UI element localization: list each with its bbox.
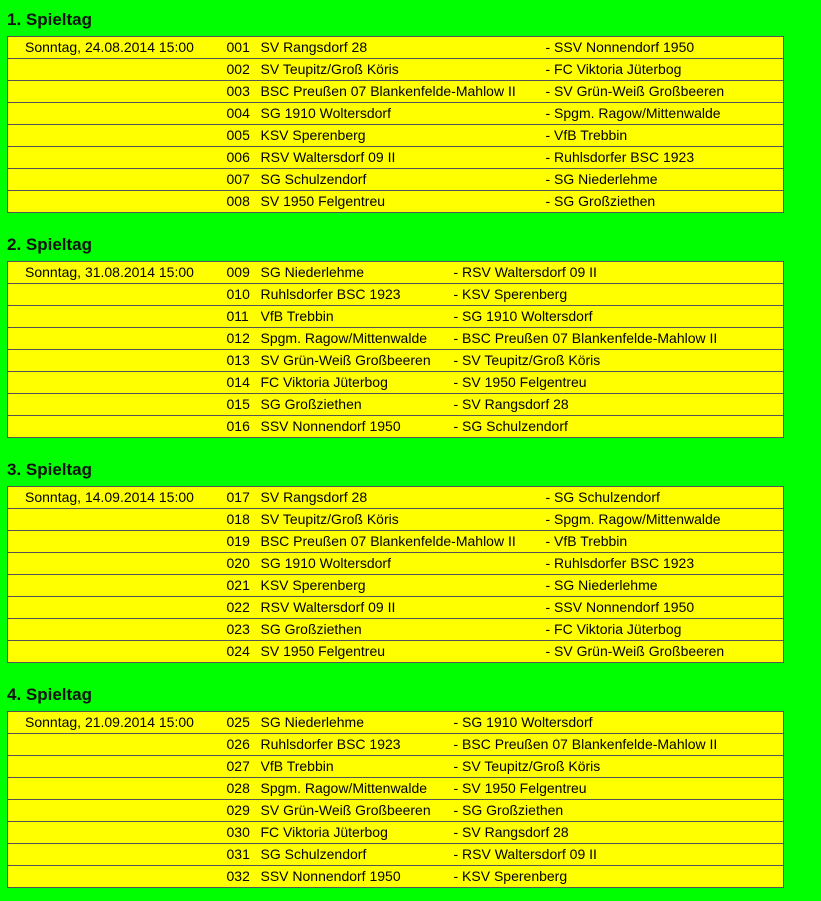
- match-date: [8, 191, 227, 213]
- match-number: 027: [227, 756, 261, 778]
- match-row: [8, 328, 784, 350]
- match-row: [8, 844, 784, 866]
- away-team: - RSV Waltersdorf 09 II: [454, 262, 784, 284]
- away-team: - SV Rangsdorf 28: [454, 822, 784, 844]
- away-team: - SSV Nonnendorf 1950: [546, 597, 784, 619]
- match-row: [8, 712, 784, 734]
- match-row: [8, 575, 784, 597]
- away-team: - FC Viktoria Jüterbog: [546, 59, 784, 81]
- match-date: [8, 284, 227, 306]
- match-row: [8, 509, 784, 531]
- match-date: [8, 597, 227, 619]
- match-number: 025: [227, 712, 261, 734]
- away-team: - SG Schulzendorf: [546, 487, 784, 509]
- match-row: [8, 619, 784, 641]
- home-team: SSV Nonnendorf 1950: [261, 416, 454, 438]
- away-team: - BSC Preußen 07 Blankenfelde-Mahlow II: [454, 328, 784, 350]
- home-team: SV Teupitz/Groß Köris: [261, 509, 546, 531]
- match-date: [8, 328, 227, 350]
- home-team: VfB Trebbin: [261, 306, 454, 328]
- match-row: [8, 59, 784, 81]
- away-team: - SG 1910 Woltersdorf: [454, 712, 784, 734]
- match-date: [8, 553, 227, 575]
- match-date: [8, 81, 227, 103]
- match-number: 018: [227, 509, 261, 531]
- match-date: [8, 350, 227, 372]
- match-number: 010: [227, 284, 261, 306]
- match-number: 024: [227, 641, 261, 663]
- spieltag-heading: 3. Spieltag: [7, 460, 93, 479]
- fixture-table: [7, 36, 784, 213]
- match-date: [8, 800, 227, 822]
- match-row: [8, 416, 784, 438]
- away-team: - KSV Sperenberg: [454, 284, 784, 306]
- home-team: SSV Nonnendorf 1950: [261, 866, 454, 888]
- match-number: 009: [227, 262, 261, 284]
- match-date: [8, 394, 227, 416]
- match-number: 017: [227, 487, 261, 509]
- match-date: Sonntag, 14.09.2014 15:00: [8, 487, 227, 509]
- match-row: [8, 778, 784, 800]
- home-team: Ruhlsdorfer BSC 1923: [261, 734, 454, 756]
- match-number: 030: [227, 822, 261, 844]
- match-number: 029: [227, 800, 261, 822]
- home-team: SV 1950 Felgentreu: [261, 191, 546, 213]
- home-team: KSV Sperenberg: [261, 125, 546, 147]
- match-row: [8, 169, 784, 191]
- home-team: SG Großziethen: [261, 619, 546, 641]
- home-team: SG 1910 Woltersdorf: [261, 103, 546, 125]
- match-date: [8, 866, 227, 888]
- match-date: [8, 734, 227, 756]
- match-row: [8, 800, 784, 822]
- match-number: 021: [227, 575, 261, 597]
- match-row: [8, 487, 784, 509]
- away-team: - SV Grün-Weiß Großbeeren: [546, 81, 784, 103]
- match-number: 005: [227, 125, 261, 147]
- away-team: - RSV Waltersdorf 09 II: [454, 844, 784, 866]
- match-number: 032: [227, 866, 261, 888]
- home-team: SG Schulzendorf: [261, 844, 454, 866]
- match-date: [8, 59, 227, 81]
- match-number: 020: [227, 553, 261, 575]
- home-team: Spgm. Ragow/Mittenwalde: [261, 778, 454, 800]
- away-team: - SG Großziethen: [546, 191, 784, 213]
- match-number: 008: [227, 191, 261, 213]
- home-team: SG Großziethen: [261, 394, 454, 416]
- fixture-table: [7, 486, 784, 663]
- home-team: RSV Waltersdorf 09 II: [261, 147, 546, 169]
- match-date: [8, 169, 227, 191]
- match-date: [8, 778, 227, 800]
- match-row: [8, 191, 784, 213]
- away-team: - FC Viktoria Jüterbog: [546, 619, 784, 641]
- spieltag-heading: 1. Spieltag: [7, 10, 93, 29]
- away-team: - SV Rangsdorf 28: [454, 394, 784, 416]
- spieltag-heading: 4. Spieltag: [7, 685, 93, 704]
- match-number: 003: [227, 81, 261, 103]
- home-team: SG Schulzendorf: [261, 169, 546, 191]
- match-date: [8, 125, 227, 147]
- home-team: SG Niederlehme: [261, 262, 454, 284]
- match-date: Sonntag, 24.08.2014 15:00: [8, 37, 227, 59]
- home-team: FC Viktoria Jüterbog: [261, 822, 454, 844]
- fixture-table: [7, 711, 784, 888]
- match-number: 023: [227, 619, 261, 641]
- home-team: SV Teupitz/Groß Köris: [261, 59, 546, 81]
- away-team: - VfB Trebbin: [546, 531, 784, 553]
- match-date: [8, 531, 227, 553]
- match-date: [8, 575, 227, 597]
- away-team: - SG 1910 Woltersdorf: [454, 306, 784, 328]
- away-team: - SG Großziethen: [454, 800, 784, 822]
- away-team: - KSV Sperenberg: [454, 866, 784, 888]
- away-team: - SV Teupitz/Groß Köris: [454, 756, 784, 778]
- away-team: - SV Teupitz/Groß Köris: [454, 350, 784, 372]
- match-row: [8, 822, 784, 844]
- away-team: - SG Niederlehme: [546, 169, 784, 191]
- away-team: - SG Niederlehme: [546, 575, 784, 597]
- match-number: 022: [227, 597, 261, 619]
- match-row: [8, 734, 784, 756]
- home-team: VfB Trebbin: [261, 756, 454, 778]
- spieltag-4: [7, 685, 784, 888]
- match-number: 013: [227, 350, 261, 372]
- away-team: - Spgm. Ragow/Mittenwalde: [546, 509, 784, 531]
- match-date: [8, 844, 227, 866]
- away-team: - Spgm. Ragow/Mittenwalde: [546, 103, 784, 125]
- away-team: - SSV Nonnendorf 1950: [546, 37, 784, 59]
- match-number: 028: [227, 778, 261, 800]
- away-team: - BSC Preußen 07 Blankenfelde-Mahlow II: [454, 734, 784, 756]
- match-number: 014: [227, 372, 261, 394]
- away-team: - SG Schulzendorf: [454, 416, 784, 438]
- match-row: [8, 125, 784, 147]
- match-number: 011: [227, 306, 261, 328]
- match-row: [8, 866, 784, 888]
- match-number: 015: [227, 394, 261, 416]
- match-date: [8, 619, 227, 641]
- match-date: [8, 416, 227, 438]
- match-date: [8, 147, 227, 169]
- spieltag-heading: 2. Spieltag: [7, 235, 93, 254]
- match-row: [8, 756, 784, 778]
- match-row: [8, 306, 784, 328]
- match-number: 007: [227, 169, 261, 191]
- match-date: [8, 641, 227, 663]
- home-team: SG 1910 Woltersdorf: [261, 553, 546, 575]
- match-number: 031: [227, 844, 261, 866]
- fixture-table: [7, 261, 784, 438]
- match-date: [8, 306, 227, 328]
- home-team: FC Viktoria Jüterbog: [261, 372, 454, 394]
- match-date: Sonntag, 21.09.2014 15:00: [8, 712, 227, 734]
- match-date: [8, 372, 227, 394]
- home-team: SV Grün-Weiß Großbeeren: [261, 800, 454, 822]
- away-team: - VfB Trebbin: [546, 125, 784, 147]
- match-row: [8, 37, 784, 59]
- home-team: RSV Waltersdorf 09 II: [261, 597, 546, 619]
- match-row: [8, 597, 784, 619]
- match-date: [8, 103, 227, 125]
- home-team: BSC Preußen 07 Blankenfelde-Mahlow II: [261, 531, 546, 553]
- away-team: - SV 1950 Felgentreu: [454, 372, 784, 394]
- match-number: 006: [227, 147, 261, 169]
- match-row: [8, 553, 784, 575]
- match-date: [8, 509, 227, 531]
- match-row: [8, 531, 784, 553]
- home-team: SV Grün-Weiß Großbeeren: [261, 350, 454, 372]
- match-number: 001: [227, 37, 261, 59]
- spieltag-3: [7, 460, 784, 663]
- match-number: 026: [227, 734, 261, 756]
- match-number: 002: [227, 59, 261, 81]
- spieltag-1: [7, 10, 784, 213]
- home-team: Spgm. Ragow/Mittenwalde: [261, 328, 454, 350]
- match-row: [8, 372, 784, 394]
- home-team: SV Rangsdorf 28: [261, 37, 546, 59]
- home-team: KSV Sperenberg: [261, 575, 546, 597]
- match-row: [8, 284, 784, 306]
- match-row: [8, 81, 784, 103]
- match-date: [8, 822, 227, 844]
- away-team: - SV Grün-Weiß Großbeeren: [546, 641, 784, 663]
- away-team: - Ruhlsdorfer BSC 1923: [546, 553, 784, 575]
- match-date: [8, 756, 227, 778]
- match-number: 016: [227, 416, 261, 438]
- match-number: 004: [227, 103, 261, 125]
- match-row: [8, 394, 784, 416]
- match-number: 012: [227, 328, 261, 350]
- home-team: Ruhlsdorfer BSC 1923: [261, 284, 454, 306]
- away-team: - Ruhlsdorfer BSC 1923: [546, 147, 784, 169]
- match-row: [8, 350, 784, 372]
- match-row: [8, 262, 784, 284]
- match-row: [8, 147, 784, 169]
- home-team: SV 1950 Felgentreu: [261, 641, 546, 663]
- home-team: SV Rangsdorf 28: [261, 487, 546, 509]
- match-date: Sonntag, 31.08.2014 15:00: [8, 262, 227, 284]
- away-team: - SV 1950 Felgentreu: [454, 778, 784, 800]
- match-row: [8, 103, 784, 125]
- match-row: [8, 641, 784, 663]
- match-number: 019: [227, 531, 261, 553]
- home-team: BSC Preußen 07 Blankenfelde-Mahlow II: [261, 81, 546, 103]
- home-team: SG Niederlehme: [261, 712, 454, 734]
- spieltag-2: [7, 235, 784, 438]
